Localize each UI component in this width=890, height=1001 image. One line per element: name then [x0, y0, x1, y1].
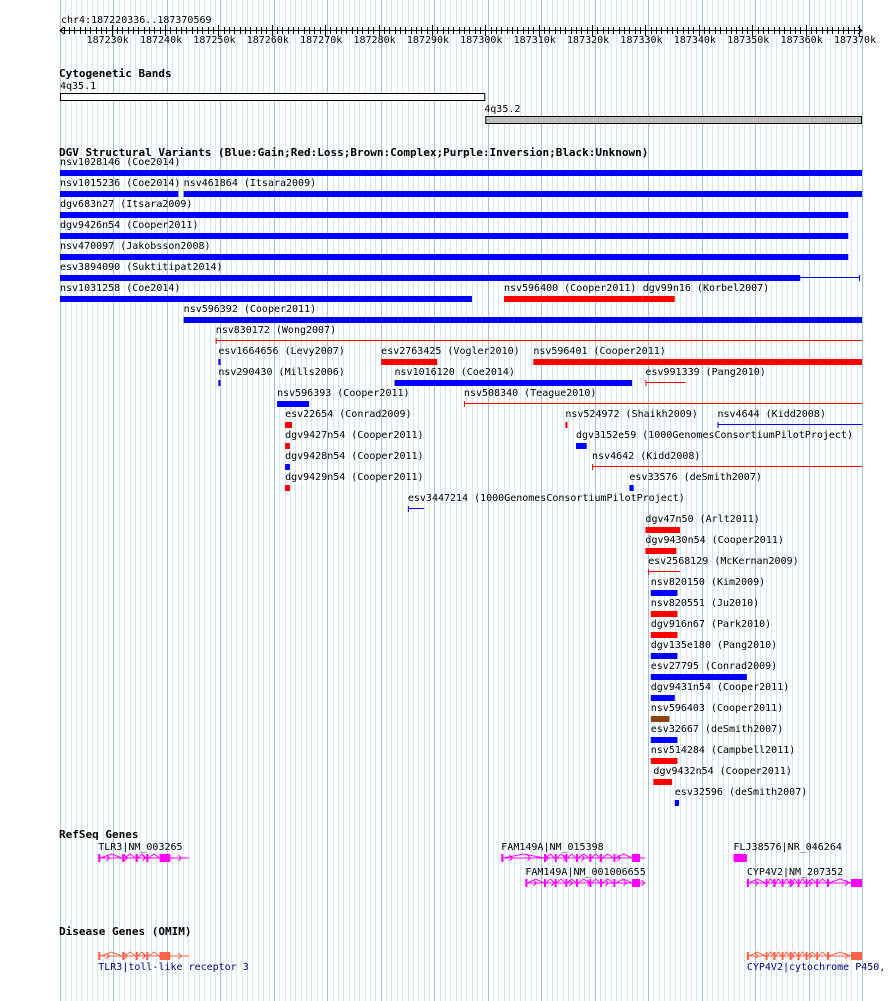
- variant-label: esv27795 (Conrad2009): [650, 661, 778, 672]
- variant-bar: [285, 443, 290, 449]
- variant-bar: [218, 359, 220, 365]
- gene-exon: [613, 879, 615, 887]
- variant-bar: [533, 359, 862, 365]
- variant-bar: [629, 485, 633, 491]
- variant-bar: [576, 443, 587, 449]
- gene-intron-hat: [768, 952, 774, 956]
- variant-label: dgv9432n54 (Cooper2011): [653, 766, 792, 777]
- gene-label: FLJ38576|NR_046264: [733, 842, 842, 853]
- variant-label: dgv9430n54 (Cooper2011): [645, 535, 784, 546]
- gene-exon: [747, 952, 749, 960]
- variant-label: nsv514284 (Campbell2011): [650, 745, 796, 756]
- variant-label: nsv820551 (Ju2010): [650, 598, 760, 609]
- variant-bar: [60, 233, 848, 239]
- ruler-tick-label: 187240k: [139, 35, 183, 46]
- omim-track-title: Disease Genes (OMIM): [59, 925, 192, 938]
- gene-exon: [146, 854, 148, 862]
- ruler-tick-label: 187310k: [513, 35, 556, 46]
- cytoband-label: 4q35.2: [484, 104, 521, 115]
- variant-label: nsv461864 (Itsara2009): [183, 178, 317, 189]
- gene-intron-hat: [503, 854, 544, 858]
- gene-exon: [136, 952, 138, 960]
- gene-exon: [576, 854, 578, 862]
- gene-label: CYP4V2|cytochrome P450,: [746, 962, 886, 973]
- ruler-tick-label: 187350k: [727, 35, 770, 46]
- cytoband-label: 4q35.1: [60, 81, 97, 92]
- variant-label: nsv596400 (Cooper2011): [503, 283, 637, 294]
- variant-label: dgv47n50 (Arlt2011): [645, 514, 760, 525]
- gene-intron-hat: [100, 952, 122, 956]
- variant-label: esv33576 (deSmith2007): [629, 472, 762, 483]
- variant-bar: [651, 632, 678, 638]
- variant-bar: [285, 422, 292, 428]
- ruler-tick-label: 187370k: [833, 35, 877, 46]
- gene-intron-hat: [567, 854, 576, 858]
- cytoband-track-title: Cytogenetic Bands: [59, 67, 172, 80]
- refseq-track-title: RefSeq Genes: [59, 828, 139, 841]
- gene-exon: [851, 879, 862, 887]
- gene-exon: [146, 952, 148, 960]
- variant-label: esv2568129 (McKernan2009): [648, 556, 799, 567]
- gene-exon: [806, 952, 808, 960]
- gene-exon: [766, 879, 768, 887]
- gene-exon: [501, 854, 503, 862]
- variant-bar: [60, 254, 848, 260]
- variant-bar: [651, 737, 678, 743]
- gene-label: CYP4V2|NM_207352: [746, 867, 844, 878]
- gene-intron-hat: [800, 952, 806, 956]
- variant-bar: [651, 590, 678, 596]
- gene-label: FAM149A|NM_001006655: [525, 867, 646, 878]
- ruler-tick-label: 187280k: [353, 35, 396, 46]
- gene-exon: [632, 879, 640, 887]
- variant-label: nsv1016120 (Coe2014): [394, 367, 515, 378]
- gene-exon: [766, 952, 768, 960]
- variant-label: esv32667 (deSmith2007): [650, 724, 784, 735]
- variant-label: esv22654 (Conrad2009): [285, 409, 412, 420]
- variant-bar: [643, 296, 675, 302]
- variant-bar: [285, 464, 290, 470]
- ruler-tick-label: 187360k: [780, 35, 823, 46]
- gene-intron-hat: [578, 879, 589, 883]
- gene-exon: [122, 952, 124, 960]
- variant-label: esv1664656 (Levy2007): [218, 346, 345, 357]
- cytoband: [486, 117, 862, 124]
- gene-intron-hat: [768, 879, 774, 883]
- ruler-tick-label: 187290k: [406, 35, 450, 46]
- variant-label: nsv596403 (Cooper2011): [650, 703, 784, 714]
- variant-label: nsv596393 (Cooper2011): [277, 388, 410, 399]
- variant-label: nsv508340 (Teague2010): [463, 388, 597, 399]
- variant-bar: [381, 359, 437, 365]
- gene-exon: [806, 879, 808, 887]
- variant-label: nsv596401 (Cooper2011): [533, 346, 666, 357]
- gene-intron-hat: [776, 952, 782, 956]
- gene-exon: [798, 879, 800, 887]
- gene-intron-hat: [148, 854, 159, 858]
- gene-intron-hat: [776, 879, 782, 883]
- gene-exon: [798, 952, 800, 960]
- variant-bar: [504, 296, 643, 302]
- ruler-tick-label: 187340k: [673, 35, 716, 46]
- variant-bar: [60, 296, 472, 302]
- ruler-title: chr4:187220336..187370569: [61, 15, 212, 26]
- variant-bar: [675, 800, 679, 806]
- variant-label: dgv3152e59 (1000GenomesConsortiumPilotProject): [576, 430, 853, 441]
- variant-bar: [184, 191, 862, 197]
- gene-intron-hat: [557, 879, 566, 883]
- variant-label: esv2763425 (Vogler2010): [381, 346, 520, 357]
- ruler-tick-label: 187250k: [193, 35, 236, 46]
- variant-bar: [60, 170, 862, 176]
- variant-bar: [651, 716, 670, 722]
- variant-label: dgv683n27 (Itsara2009): [60, 199, 193, 210]
- gene-exon: [544, 879, 546, 887]
- gene-exon: [589, 854, 591, 862]
- variant-label: esv32596 (deSmith2007): [674, 787, 808, 798]
- variant-label: dgv9431n54 (Cooper2011): [650, 682, 790, 693]
- variant-label: nsv596392 (Cooper2011): [183, 304, 317, 315]
- variant-label: esv991339 (Pang2010): [645, 367, 766, 378]
- variant-label: esv3447214 (1000GenomesConsortiumPilotProject): [407, 493, 685, 504]
- gene-exon: [98, 854, 100, 862]
- ruler-tick-label: 187320k: [567, 35, 610, 46]
- gene-exon: [734, 854, 747, 862]
- variant-bar: [184, 317, 862, 323]
- ruler-tick-label: 187270k: [300, 35, 343, 46]
- variant-bar: [653, 779, 672, 785]
- variant-bar: [651, 695, 675, 701]
- gene-exon: [782, 952, 784, 960]
- variant-label: nsv470097 (Jakobsson2008): [60, 241, 211, 252]
- ruler-tick-label: 187300k: [460, 35, 503, 46]
- ruler-tick-label: 187330k: [620, 35, 663, 46]
- variant-bar: [651, 758, 678, 764]
- gene-exon: [747, 879, 749, 887]
- gene-exon: [525, 879, 527, 887]
- variant-label: dgv9427n54 (Cooper2011): [285, 430, 424, 441]
- variant-bar: [285, 485, 290, 491]
- variant-bar: [651, 674, 747, 680]
- variant-label: dgv135e180 (Pang2010): [650, 640, 778, 651]
- variant-label: dgv9426n54 (Cooper2011): [60, 220, 199, 231]
- variant-label: nsv1031258 (Coe2014): [60, 283, 181, 294]
- gene-intron-hat: [800, 879, 806, 883]
- variant-bar: [645, 527, 680, 533]
- gene-intron-hat: [100, 854, 122, 858]
- variant-bar: [60, 275, 800, 281]
- dgv-track-title: DGV Structural Variants (Blue:Gain;Red:Loss;Brown:Complex;Purple:Inversion;Black:Unknown): [59, 146, 649, 159]
- variant-bar: [218, 380, 220, 386]
- ruler-tick-label: 187230k: [86, 35, 129, 46]
- gene-intron-hat: [591, 879, 600, 883]
- gene-exon: [600, 879, 602, 887]
- gene-intron-hat: [591, 854, 600, 858]
- gene-exon: [555, 854, 557, 862]
- variant-label: dgv916n67 (Park2010): [650, 619, 772, 630]
- gene-intron-hat: [784, 952, 790, 956]
- gene-label: TLR3|NM_003265: [98, 842, 183, 853]
- gene-intron-hat: [784, 879, 790, 883]
- variant-bar: [651, 653, 678, 659]
- variant-bar: [277, 401, 309, 407]
- gene-exon: [565, 879, 567, 887]
- gene-label: FAM149A|NM_015398: [501, 842, 604, 853]
- variant-label: esv3894090 (Suktitipat2014): [60, 262, 223, 273]
- variant-label: dgv9429n54 (Cooper2011): [285, 472, 424, 483]
- gene-intron-hat: [818, 952, 827, 956]
- gene-label: TLR3|toll-like receptor 3: [98, 962, 249, 973]
- variant-bar: [645, 548, 676, 554]
- cytoband: [61, 94, 485, 101]
- variant-label: nsv1028146 (Coe2014): [60, 157, 181, 168]
- variant-label: nsv290430 (Mills2006): [218, 367, 345, 378]
- gene-exon: [851, 952, 862, 960]
- gene-intron-hat: [602, 854, 613, 858]
- gene-intron-hat: [148, 952, 159, 956]
- variant-bar: [395, 380, 633, 386]
- variant-label: dgv99n16 (Korbel2007): [642, 283, 770, 294]
- variant-bar: [651, 611, 678, 617]
- variant-bar: [60, 212, 848, 218]
- gene-exon: [122, 854, 124, 862]
- variant-bar: [565, 422, 567, 428]
- variant-bar: [60, 191, 178, 197]
- variant-label: nsv4644 (Kidd2008): [717, 409, 826, 420]
- variant-label: nsv1015236 (Coe2014): [60, 178, 181, 189]
- ruler-tick-label: 187260k: [246, 35, 289, 46]
- gene-exon: [98, 952, 100, 960]
- variant-label: dgv9428n54 (Cooper2011): [285, 451, 424, 462]
- gene-exon: [782, 879, 784, 887]
- gene-exon: [613, 854, 615, 862]
- gene-exon: [816, 879, 818, 887]
- gene-exon: [816, 952, 818, 960]
- variant-label: nsv524972 (Shaikh2009): [565, 409, 698, 420]
- variant-label: nsv830172 (Wong2007): [215, 325, 337, 336]
- gene-exon: [576, 879, 578, 887]
- gene-intron-hat: [818, 879, 827, 883]
- gene-exon: [136, 854, 138, 862]
- variant-label: nsv820150 (Kim2009): [650, 577, 766, 588]
- gene-intron-hat: [615, 879, 632, 883]
- variant-label: nsv4642 (Kidd2008): [592, 451, 701, 462]
